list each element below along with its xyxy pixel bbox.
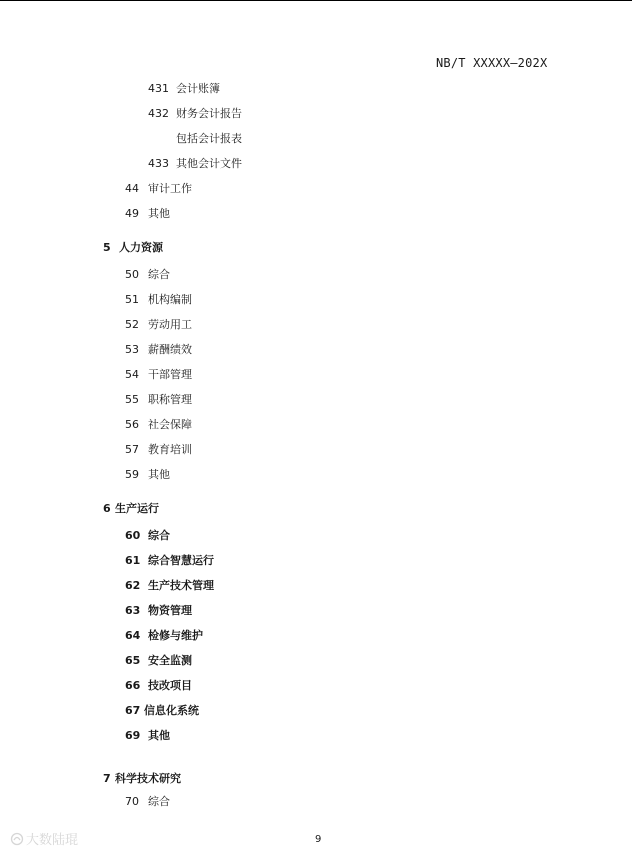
watermark-text: 大数陆琨: [26, 833, 79, 848]
list-item: [148, 80, 220, 96]
item-code: 63: [125, 604, 141, 617]
section-heading: [103, 239, 163, 255]
list-item: [125, 627, 203, 643]
item-text: 其他会计文件: [176, 157, 242, 170]
page-number: 9: [315, 834, 322, 845]
item-text: 会计账簿: [176, 82, 220, 95]
item-text: 技改项目: [148, 679, 192, 692]
item-code: 56: [125, 418, 139, 431]
item-text: 生产技术管理: [148, 579, 214, 592]
list-item: [125, 291, 192, 307]
list-item: [125, 727, 170, 743]
list-item: [148, 105, 242, 121]
watermark-logo-icon: [10, 832, 24, 846]
list-item: [125, 702, 199, 718]
item-code: 66: [125, 679, 141, 692]
item-code: 60: [125, 529, 141, 542]
item-code: 50: [125, 268, 139, 281]
item-code: 64: [125, 629, 141, 642]
item-code: 53: [125, 343, 139, 356]
list-item: [125, 266, 170, 282]
item-code: 431: [148, 82, 169, 95]
item-text: 干部管理: [148, 368, 192, 381]
section-code: 7: [103, 772, 111, 785]
item-code: 59: [125, 468, 139, 481]
item-text: 检修与维护: [148, 629, 203, 642]
item-code: 52: [125, 318, 139, 331]
list-item: [125, 316, 192, 332]
list-item: [125, 652, 192, 668]
item-text: 劳动用工: [148, 318, 192, 331]
item-code: 44: [125, 182, 139, 195]
item-text: 综合: [148, 268, 170, 281]
item-text: 审计工作: [148, 182, 192, 195]
top-border-line: [0, 0, 632, 1]
item-text: 信息化系统: [144, 704, 199, 717]
item-text: 其他: [148, 207, 170, 220]
item-note: [176, 130, 242, 146]
item-code: 55: [125, 393, 139, 406]
item-code: 432: [148, 107, 169, 120]
list-item: [125, 416, 192, 432]
item-code: 49: [125, 207, 139, 220]
item-text: 其他: [148, 729, 170, 742]
item-text: 安全监测: [148, 654, 192, 667]
list-item: [125, 577, 214, 593]
list-item: [125, 205, 170, 221]
item-code: 51: [125, 293, 139, 306]
list-item: [125, 602, 192, 618]
item-text: 机构编制: [148, 293, 192, 306]
item-text: 财务会计报告: [176, 107, 242, 120]
standard-number: NB/T XXXXX—202X: [436, 56, 548, 70]
section-code: 6: [103, 502, 111, 515]
item-code: 62: [125, 579, 141, 592]
list-item: [125, 527, 170, 543]
item-text: 职称管理: [148, 393, 192, 406]
item-code: 433: [148, 157, 169, 170]
list-item: [125, 391, 192, 407]
item-code: 54: [125, 368, 139, 381]
item-text: 物资管理: [148, 604, 192, 617]
list-item: [125, 180, 192, 196]
list-item: [125, 341, 192, 357]
watermark: [10, 829, 78, 848]
list-item: [125, 466, 170, 482]
section-title: 生产运行: [115, 502, 159, 515]
item-text: 综合智慧运行: [148, 554, 214, 567]
item-code: 70: [125, 795, 139, 808]
item-code: 57: [125, 443, 139, 456]
section-title: 人力资源: [119, 241, 163, 254]
list-item: [148, 155, 242, 171]
item-code: 61: [125, 554, 141, 567]
item-text: 其他: [148, 468, 170, 481]
item-text: 综合: [148, 795, 170, 808]
list-item: [125, 793, 170, 809]
list-item: [125, 677, 192, 693]
item-text: 薪酬绩效: [148, 343, 192, 356]
item-code: 69: [125, 729, 141, 742]
item-text: 社会保障: [148, 418, 192, 431]
item-text: 教育培训: [148, 443, 192, 456]
section-heading: [103, 770, 181, 786]
list-item: [125, 441, 192, 457]
item-text: 包括会计报表: [176, 132, 242, 145]
item-code: 67: [125, 704, 141, 717]
section-title: 科学技术研究: [115, 772, 181, 785]
list-item: [125, 366, 192, 382]
item-code: 65: [125, 654, 141, 667]
list-item: [125, 552, 214, 568]
section-heading: [103, 500, 159, 516]
item-text: 综合: [148, 529, 170, 542]
section-code: 5: [103, 241, 111, 254]
